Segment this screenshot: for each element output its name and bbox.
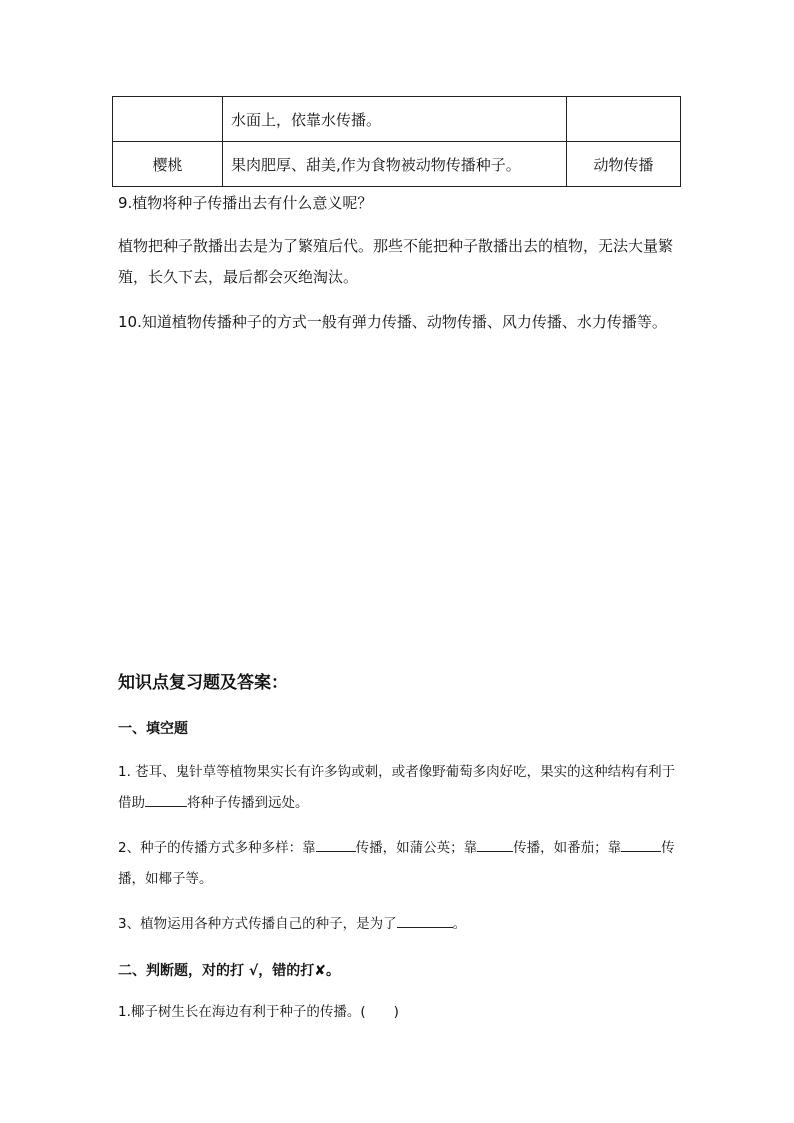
answer-blank[interactable] bbox=[316, 837, 356, 852]
table-row bbox=[113, 97, 681, 142]
method-cell bbox=[567, 97, 681, 142]
answer-9: 植物把种子散播出去是为了繁殖后代。那些不能把种子散播出去的植物，无法大量繁殖，长久下去，最后都会灭绝淘汰。 bbox=[118, 237, 674, 286]
review-title: 知识点复习题及答案： bbox=[118, 673, 288, 693]
description-cell: 水面上，依靠水传播。 bbox=[223, 97, 567, 142]
question-10: 10.知道植物传播种子的方式一般有弹力传播、动物传播、风力传播、水力传播等。 bbox=[118, 313, 667, 331]
fill-q1-text-b: 将种子传播到远处。 bbox=[187, 795, 309, 811]
judge-q1-text-a: 1.椰子树生长在海边有利于种子的传播。( bbox=[118, 1004, 366, 1020]
answer-blank[interactable] bbox=[397, 913, 453, 928]
fill-q2-text-b: 传播，如蒲公英；靠 bbox=[355, 840, 478, 856]
answer-blank[interactable] bbox=[621, 837, 661, 852]
fill-blank-heading: 一、填空题 bbox=[118, 721, 188, 737]
judge-heading: 二、判断题，对的打 √，错的打✘。 bbox=[118, 963, 340, 979]
fill-q3-text-a: 3、植物运用各种方式传播自己的种子，是为了 bbox=[118, 916, 397, 932]
fill-q2-text-d: 传播，如椰子等。 bbox=[118, 840, 675, 887]
answer-blank[interactable] bbox=[145, 792, 187, 807]
judge-q1-text-b: ) bbox=[393, 1004, 399, 1020]
fill-q3-text-b: 。 bbox=[452, 916, 467, 932]
method-cell: 动物传播 bbox=[567, 142, 681, 187]
plant-cell: 樱桃 bbox=[113, 142, 223, 187]
fill-question-1 bbox=[118, 757, 683, 819]
table-row bbox=[113, 142, 681, 187]
question-9: 9.植物将种子传播出去有什么意义呢？ bbox=[118, 194, 373, 212]
judge-question-1 bbox=[118, 997, 683, 1028]
description-cell: 果肉肥厚、甜美,作为食物被动物传播种子。 bbox=[223, 142, 567, 187]
plant-cell bbox=[113, 97, 223, 142]
fill-q2-text-a: 2、种子的传播方式多种多样：靠 bbox=[118, 840, 316, 856]
fill-question-3 bbox=[118, 909, 683, 940]
seed-dispersal-table bbox=[112, 96, 681, 187]
fill-q1-text-a: 1. 苍耳、鬼针草等植物果实长有许多钩或刺，或者像野葡萄多肉好吃，果实的这种结构有利于借助 bbox=[118, 764, 676, 811]
fill-question-2 bbox=[118, 833, 683, 895]
answer-blank[interactable] bbox=[477, 837, 513, 852]
fill-q2-text-c: 传播，如番茄；靠 bbox=[513, 840, 622, 856]
